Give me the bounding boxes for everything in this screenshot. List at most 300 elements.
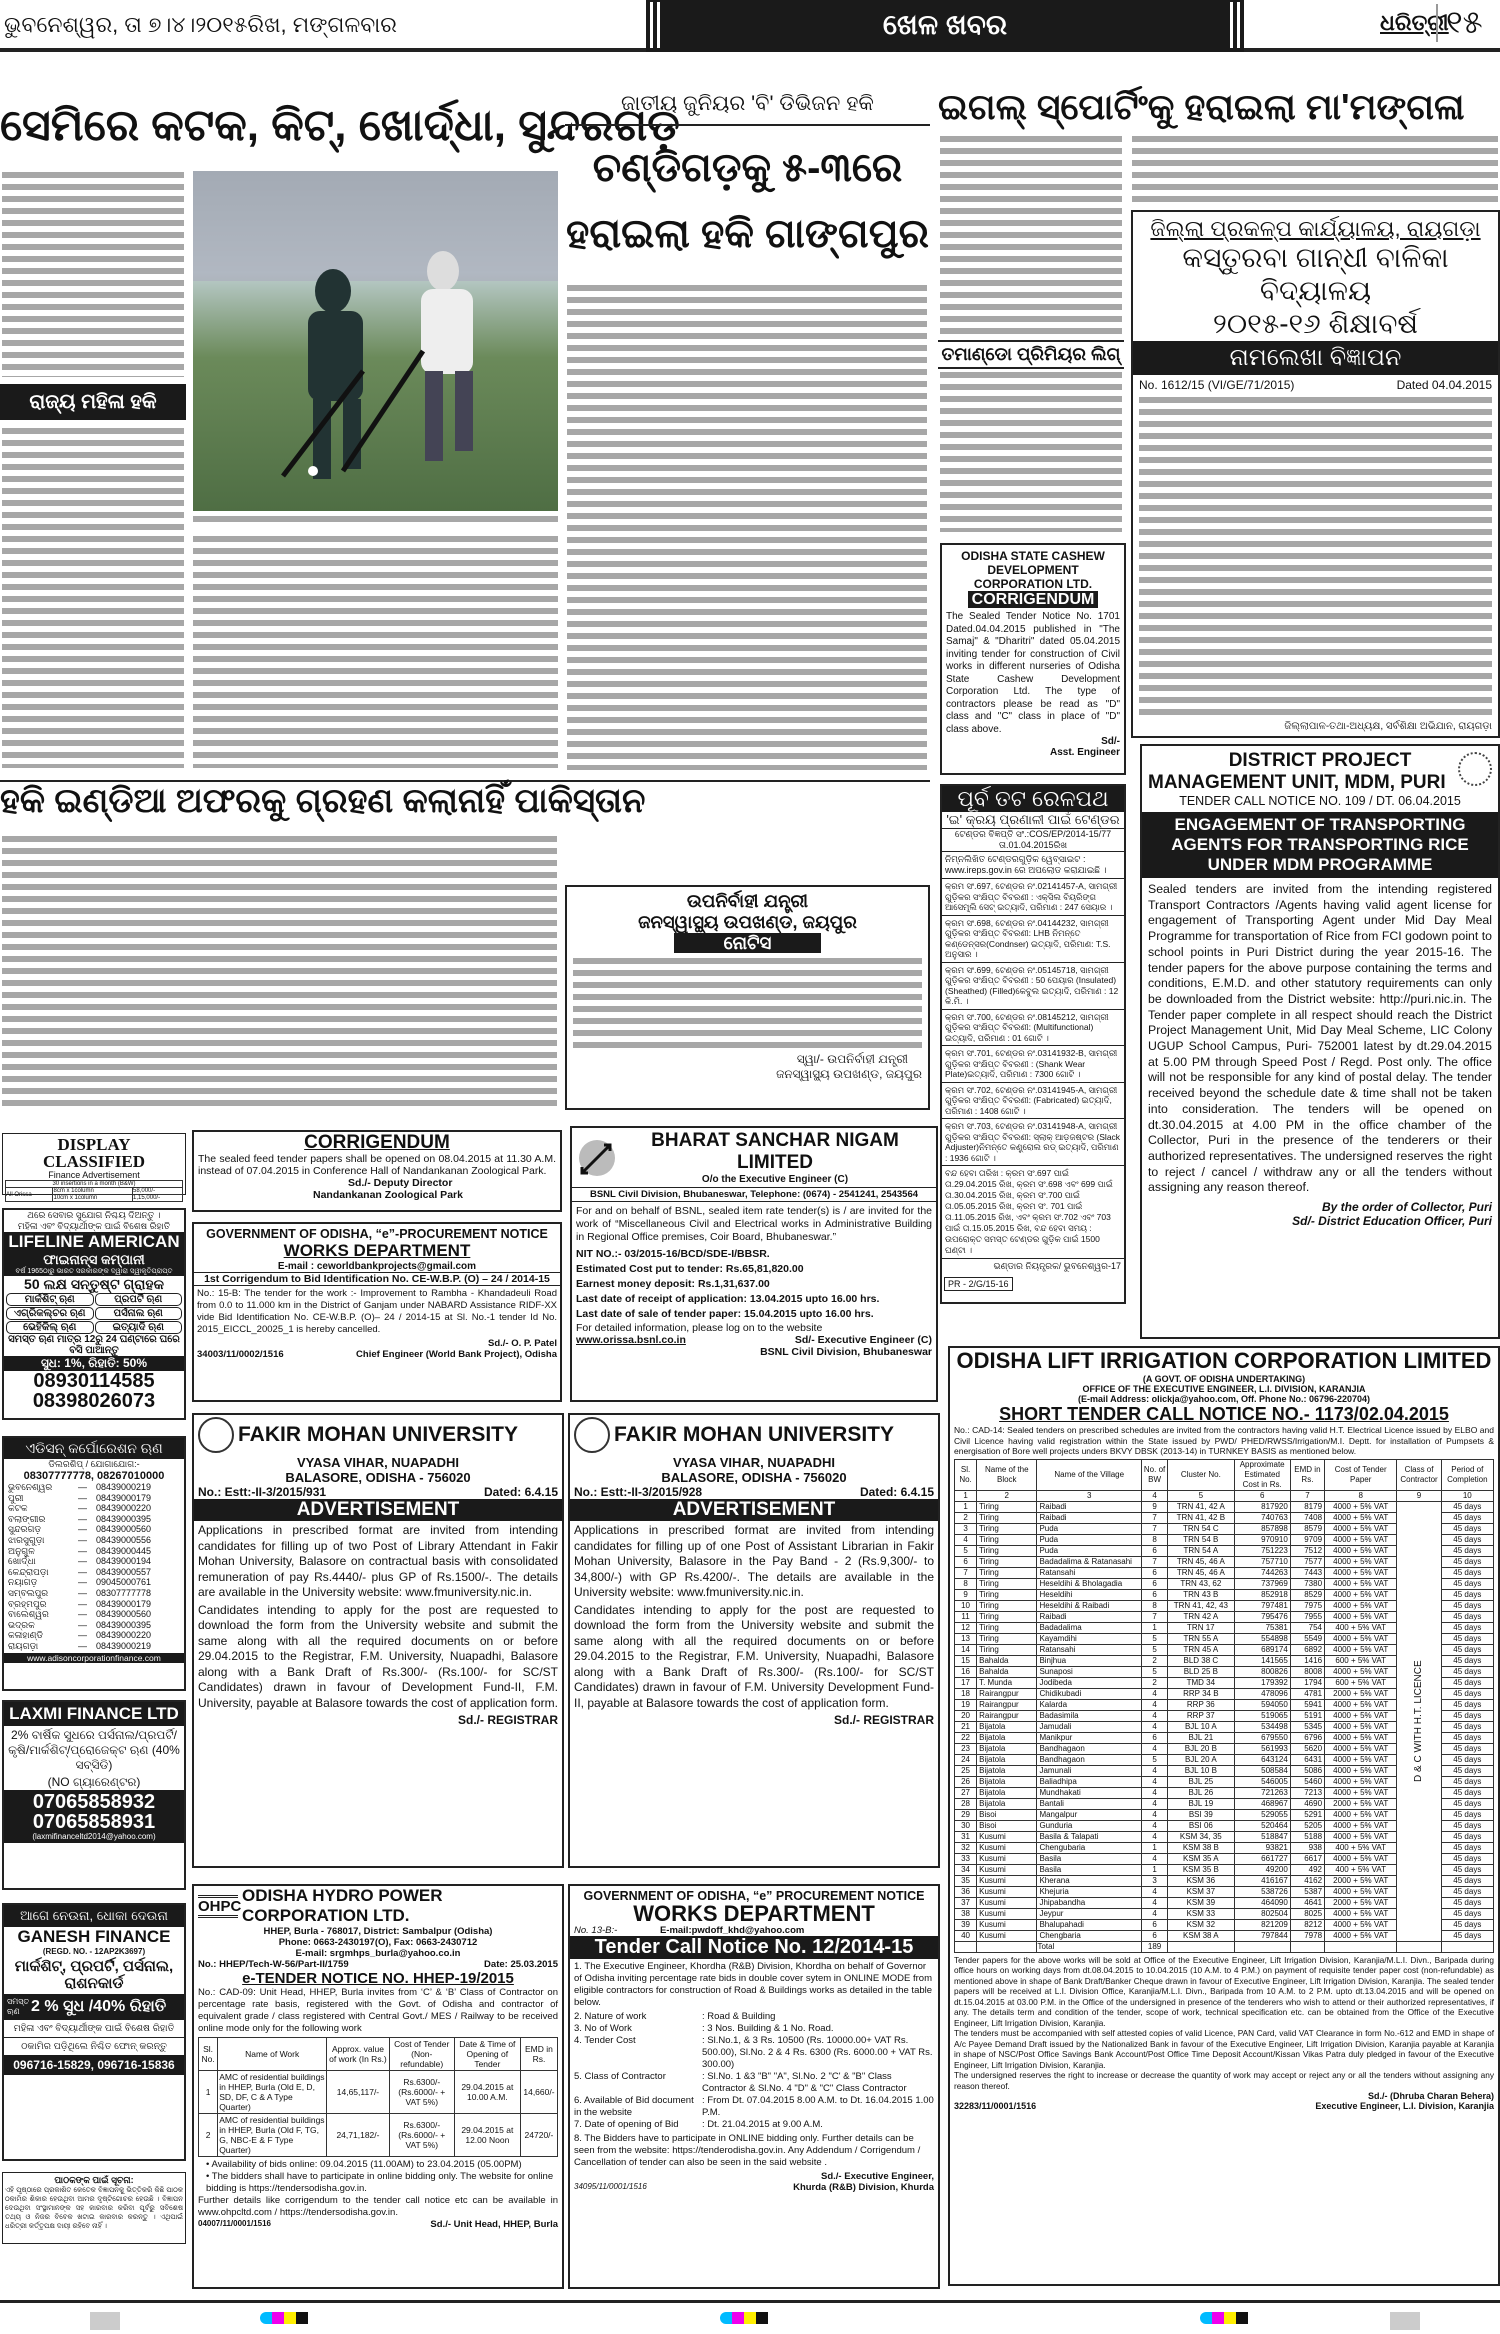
ad-subtitle: 'ଇ' କ୍ରୟ ପ୍ରଣାଳୀ ପାଇଁ ଟେଣ୍ଡର [942, 812, 1124, 829]
bsnl-logo-icon [576, 1137, 618, 1179]
table-cell: 30 [955, 1820, 977, 1831]
ad-phone: 08398026073 [32, 1390, 156, 1412]
table-cell: AMC of residential buildings in HHEP, Burla (Old E, D, SD, DF, C & A Type Quarter) [218, 2071, 327, 2114]
column-number: 1 [955, 1490, 977, 1501]
table-cell: 29 [955, 1809, 977, 1820]
ad-title: MANAGEMENT UNIT, MDM, PURI [1148, 772, 1446, 793]
table-cell: Tiring [977, 1523, 1037, 1534]
tender-item: କ୍ରମ ସଂ.697, ଟେଣ୍ଡର ନଂ.02141457-A, ସାମଗ୍ରୀ ଗୁଡ଼ିକର ସଂକ୍ଷିପ୍ତ ବିବରଣୀ : ଏକ୍ସିଲ ବିୟରିଙ୍ଗ ଆସେମ୍ବ୍ଲି ସେଟ୍ ଇତ୍ୟାଦି, ପରିମାଣ : 247 ସେୟାର । [942, 879, 1124, 916]
branch-city: କେନ୍ଦ୍ରାପଡ଼ା [8, 1566, 49, 1577]
table-cell: Bijatola [977, 1776, 1037, 1787]
ad-rate: 2 % ସୁଧ /40% ରିହାତି [31, 1998, 167, 2015]
table-cell: 6431 [1290, 1754, 1324, 1765]
branch-city: ସୁନ୍ଦରଗଡ଼ [8, 1524, 42, 1535]
region: All Orissa [6, 1188, 53, 1202]
branch-city: କଳାହାଣ୍ଡି [8, 1630, 44, 1641]
ad-name: GANESH FINANCE [17, 1927, 171, 1946]
table-row [955, 1501, 1494, 1512]
ad-sign: Sd/- [1101, 736, 1120, 747]
table-cell: 4000 + 5% VAT [1325, 1589, 1397, 1600]
table-cell: 4000 + 5% VAT [1325, 1600, 1397, 1611]
photo-caption [193, 516, 558, 524]
column-number: 5 [1168, 1490, 1234, 1501]
table-cell: Basila [1037, 1853, 1142, 1864]
table-row [199, 2114, 558, 2157]
branch-row [8, 1482, 180, 1493]
table-cell: 520464 [1234, 1820, 1290, 1831]
detail-label: 2. Nature of work [574, 2011, 647, 2022]
column-header: Name of Work [218, 2038, 327, 2071]
ad-title: SHORT TENDER CALL NOTICE NO.- 1173/02.04.2015 [999, 1404, 1449, 1424]
detail-row [574, 2119, 934, 2131]
table-cell: 13 [955, 1633, 977, 1644]
table-cell: Rairangpur [977, 1699, 1037, 1710]
column-header: Class of Contractor [1397, 1459, 1441, 1490]
table-cell: 15 [955, 1655, 977, 1666]
footer-rule [0, 2300, 1500, 2303]
table-cell: 6796 [1290, 1732, 1324, 1743]
ad-body: Applications in prescribed format are invited from intending candidates for filling up of two Post of Library Attendant in Fakir Mohan University, Balasore on contractual basis with consolidated remuneration of pay Rs.4440/- plus GP of Rs.1500/-. The details are available in the University website: www.fmuniversity.nic.in. [198, 1523, 558, 1599]
blank [1397, 1941, 1441, 1952]
table-cell: 3 [955, 1523, 977, 1534]
table-cell: Kusumi [977, 1930, 1037, 1941]
loan-type: ଇତ୍ୟାଦି ଋଣ [95, 1321, 183, 1334]
detail-value: : Sl.No.1, & 3 Rs. 10500 (Rs. 10000.00+ VAT Rs. 500.00), Sl.No. 2 & 4 Rs. 6300 (Rs. 6000.00 + VAT Rs. 300.00) [702, 2035, 933, 2070]
blank [1290, 1941, 1324, 1952]
table-cell: 4 [1142, 1710, 1168, 1721]
ad-body: Candidates intending to apply for the post are requested to download the form from the University website and submit the same along with all the required documents on or before 29.04.2015 to the Registrar, F.M. University, Nuapadhi, Balasore along with a Bank Draft of Rs.300/- (Rs.100/- for SC/ST Candidates) drawn in favour of F.M. University Development Fund-II, payable at Balasore towards the cost of application form. [574, 1602, 934, 1710]
table-cell: 31 [955, 1831, 977, 1842]
ad-subject: 1st Corrigendum to Bid Identification No. CE-W.B.P. (O) – 24 / 2014-15 [194, 1272, 560, 1286]
fmu-assistant-librarian-ad [568, 1413, 940, 1868]
period-cell: 45 days [1441, 1622, 1493, 1633]
page-number: ୧୫ [1436, 4, 1483, 42]
table-cell: 23 [955, 1743, 977, 1754]
table-cell: 4 [1142, 1787, 1168, 1798]
blank [1234, 1941, 1290, 1952]
ad-title: ପୂର୍ବ ତଟ ରେଳପଥ [942, 786, 1124, 812]
detail-value: : 3 Nos. Building & 1 No. Road. [702, 2023, 834, 2034]
table-cell: 36 [955, 1886, 977, 1897]
ad-customers: 50 ଲକ୍ଷ ସନ୍ତୁଷ୍ଟ ଗ୍ରାହକ [24, 1276, 164, 1292]
table-cell: 4000 + 5% VAT [1325, 1666, 1397, 1677]
table-cell: 1 [1142, 1622, 1168, 1633]
ad-address: VYASA VIHAR, NUAPADHI [296, 1455, 460, 1470]
table-cell: 4 [1142, 1886, 1168, 1897]
table-cell: 2000 + 5% VAT [1325, 1897, 1397, 1908]
table-cell: Kusumi [977, 1908, 1037, 1919]
ad-ref: No. 1612/15 (VI/GE/71/2015) [1139, 378, 1295, 392]
detail-row [574, 2095, 934, 2119]
table-cell: Bijatola [977, 1732, 1037, 1743]
table-cell: 14,65,117/- [327, 2071, 390, 2114]
table-cell: BSI 39 [1168, 1809, 1234, 1820]
table-cell: Bisoi [977, 1809, 1037, 1820]
ad-banner: Tender Call Notice No. 12/2014-15 [570, 1936, 938, 1959]
table-cell: 689174 [1234, 1644, 1290, 1655]
ad-phone: 07065858931 [32, 1811, 156, 1833]
right-story-text [940, 136, 1122, 336]
branch-city: ଝାରସୁଗୁଡ଼ା [8, 1534, 45, 1545]
classified-title: DISPLAY CLASSIFIED [42, 1135, 146, 1171]
classified-subtitle: Finance Advertisement [48, 1170, 140, 1180]
table-cell: RRP 36 [1168, 1699, 1234, 1710]
university-seal-icon [198, 1417, 234, 1453]
table-cell: 7975 [1290, 1600, 1324, 1611]
table-cell: TRN 45 A [1168, 1644, 1234, 1655]
period-cell: 45 days [1441, 1512, 1493, 1523]
ad-promise: ସମସ୍ତ ଋଣ ମାତ୍ର 12ରୁ 24 ଘଣ୍ଟାରେ ଘରେ ବସି ପାଆନ୍ତୁ [8, 1334, 180, 1356]
ad-phone: 08930114585 [33, 1370, 155, 1392]
table-cell: 75381 [1234, 1622, 1290, 1633]
table-cell: 4000 + 5% VAT [1325, 1633, 1397, 1644]
header-date: ଭୁବନେଶ୍ୱର, ତା ୭।୪।୨୦୧୫ରିଖ, ମଙ୍ଗଳବାର [4, 12, 397, 37]
table-cell: TRN 54 B [1168, 1534, 1234, 1545]
table-cell: KSM 35 B [1168, 1864, 1234, 1875]
table-cell: 24 [955, 1754, 977, 1765]
jaypur-notice-ad [565, 885, 930, 1110]
table-cell: 6 [1142, 1578, 1168, 1589]
tender-item: କ୍ରମ ସଂ.702, ଟେଣ୍ଡର ନଂ.03141945-A, ସାମଗ୍ରୀ ଗୁଡ଼ିକର ସଂକ୍ଷିପ୍ତ ବିବରଣୀ: (Fabricated) ଇତ୍ୟାଦି, ପରିମାଣ : 1408 ଗୋଟି । [942, 1083, 1124, 1120]
ad-body: Candidates intending to apply for the post are requested to download the form from the University website and submit the same along with all the required documents on or before 29.04.2015 to the Registrar, F.M. University, Nuapadhi, Balasore along with a Bank Draft of Rs.300/- (Rs.100/- for SC/ST Candidates) drawn in favour of Development Fund-II, F.M. University, payable at Balasore towards the cost of application form. [198, 1602, 558, 1710]
table-cell: 5 [1142, 1644, 1168, 1655]
detail-value: : Dt. 21.04.2015 at 9.00 A.M. [702, 2119, 823, 2130]
table-cell: 21 [955, 1721, 977, 1732]
university-seal-icon [574, 1417, 610, 1453]
registration-marks [0, 2312, 1500, 2332]
table-cell: Tiring [977, 1578, 1037, 1589]
table-cell: 518847 [1234, 1831, 1290, 1842]
table-cell: 600 + 5% VAT [1325, 1677, 1397, 1688]
ad-sign: By the order of Collector, Puri [1321, 1200, 1492, 1215]
period-cell: 45 days [1441, 1776, 1493, 1787]
table-cell: KSM 33 [1168, 1908, 1234, 1919]
branch-phone: 08439000560 [96, 1524, 152, 1535]
branch-row [8, 1641, 180, 1652]
branch-phone: 08439000179 [96, 1598, 152, 1609]
table-cell: Jamudali [1037, 1721, 1142, 1732]
ad-email: (laxmifinanceltd2014@yahoo.com) [32, 1832, 156, 1841]
table-cell: KSM 37 [1168, 1886, 1234, 1897]
table-cell: 4 [1142, 1820, 1168, 1831]
table-cell: Jamunali [1037, 1765, 1142, 1776]
period-cell: 45 days [1441, 1787, 1493, 1798]
ad-title: ଜନସ୍ୱାସ୍ଥ୍ୟ ଉପଖଣ୍ଡ, ଜୟପୁର [638, 912, 857, 932]
table-cell: 5 [1142, 1633, 1168, 1644]
table-cell: BJL 20 B [1168, 1743, 1234, 1754]
ad-office: ଜିଲ୍ଲା ପ୍ରକଳ୍ପ କାର୍ଯ୍ୟାଳୟ, ରାୟଗଡ଼ା [1150, 216, 1481, 241]
branch-phone: 08439000557 [96, 1566, 152, 1577]
table-cell: 857898 [1234, 1523, 1290, 1534]
ad-sub: (E-mail Address: olickja@yahoo.com, Off. Phone No.: 06796-220704) [1077, 1394, 1371, 1404]
table-cell: Kalarda [1037, 1699, 1142, 1710]
branch-city: ବଲାଙ୍ଗୀର [8, 1513, 46, 1524]
separator: — [78, 1524, 87, 1535]
table-cell: 7512 [1290, 1545, 1324, 1556]
branch-row [8, 1630, 180, 1641]
detail-value: : From Dt. 07.04.2015 8.00 A.M. to Dt. 16.04.2015 1.00 P.M. [702, 2095, 934, 2118]
ad-guarantee: (NO ଗ୍ୟାରେଣ୍ଟର) [47, 1775, 141, 1789]
ad-office: O/o the Executive Engineer (C) [701, 1174, 849, 1185]
table-cell: 400 + 5% VAT [1325, 1842, 1397, 1853]
separator: — [78, 1534, 87, 1545]
table-cell: Jeypur [1037, 1908, 1142, 1919]
ad-phone: Phone: 0663-2430197(O), Fax: 0663-2430712 [278, 1937, 478, 1948]
ad-regd: (REGD. NO. - 12AP2K3697) [42, 1947, 146, 1956]
table-cell: AMC of residential buildings in HHEP, Burla (Old F, TG, G, NBC-E & F Type Quarter) [218, 2114, 327, 2157]
table-cell: 34 [955, 1864, 977, 1875]
table-cell: 7 [955, 1567, 977, 1578]
column-header: Approx. value of work (In Rs.) [327, 2038, 390, 2071]
table-cell: TRN 54 A [1168, 1545, 1234, 1556]
table-cell: 679550 [1234, 1732, 1290, 1743]
column-number: 6 [1234, 1490, 1290, 1501]
detail-value: : Road & Building [702, 2011, 776, 2022]
separator: — [78, 1609, 87, 1620]
table-cell: 25 [955, 1765, 977, 1776]
table-cell: TRN 41, 42, 43 [1168, 1600, 1234, 1611]
bsnl-tender-ad [570, 1126, 938, 1402]
rate-size: 10cm x 1column [53, 1195, 133, 1202]
table-cell: 4000 + 5% VAT [1325, 1710, 1397, 1721]
table-cell: 7 [1142, 1611, 1168, 1622]
table-cell: 4000 + 5% VAT [1325, 1611, 1397, 1622]
page-header [0, 0, 1500, 52]
table-cell: 5291 [1290, 1809, 1324, 1820]
branch-city: ଖୋର୍ଦ୍ଧା [8, 1556, 36, 1567]
tender-fact: Last date of receipt of application: 13.04.2015 upto 16.00 hrs. [576, 1293, 880, 1305]
table-cell: Bhalupahadi [1037, 1919, 1142, 1930]
ad-phone: 07065858932 [32, 1791, 156, 1813]
table-cell: 33 [955, 1853, 977, 1864]
notice-title: ପାଠକଙ୍କ ପାଇଁ ସୂଚନା: [54, 2175, 134, 2185]
table-cell: 4000 + 5% VAT [1325, 1787, 1397, 1798]
table-cell: 3 [1142, 1875, 1168, 1886]
table-cell: BJL 21 [1168, 1732, 1234, 1743]
ad-sign: Sd./- O. P. Patel [488, 1338, 557, 1349]
table-cell: KSM 35 A [1168, 1853, 1234, 1864]
branch-row [8, 1567, 180, 1578]
ad-website[interactable]: www.adisoncorporationfinance.com [4, 1653, 184, 1663]
ad-sign: Sd./- REGISTRAR [457, 1713, 558, 1727]
table-header-row [955, 1459, 1494, 1490]
branch-row [8, 1535, 180, 1546]
table-cell: KSM 36 [1168, 1875, 1234, 1886]
table-cell: Bantali [1037, 1798, 1142, 1809]
separator: — [78, 1640, 87, 1651]
branch-city: କଟକ [8, 1503, 28, 1514]
table-cell: 600 + 5% VAT [1325, 1655, 1397, 1666]
period-cell: 45 days [1441, 1567, 1493, 1578]
table-cell: Chengubaria [1037, 1842, 1142, 1853]
table-cell: Basila [1037, 1864, 1142, 1875]
ad-notice-no: TENDER CALL NOTICE NO. 109 / DT. 06.04.2015 [1179, 794, 1461, 808]
insertions-label: 30 insertions in a month (B&W) [6, 1181, 183, 1188]
period-cell: 45 days [1441, 1677, 1493, 1688]
ad-title: CORRIGENDUM [968, 591, 1099, 608]
ad-address: VYASA VIHAR, NUAPADHI [672, 1455, 836, 1470]
ad-name: ODISHA LIFT IRRIGATION CORPORATION LIMITED [956, 1348, 1492, 1373]
table-cell: 7408 [1290, 1512, 1324, 1523]
table-cell: 20 [955, 1710, 977, 1721]
hockey-photo [193, 171, 558, 511]
table-cell: Kherana [1037, 1875, 1142, 1886]
table-cell: Kayamdihi [1037, 1633, 1142, 1644]
table-cell: 27 [955, 1787, 977, 1798]
table-cell: KSM 38 A [1168, 1930, 1234, 1941]
table-cell: Ratansahi [1037, 1567, 1142, 1578]
table-cell: Tiring [977, 1501, 1037, 1512]
table-cell: 4000 + 5% VAT [1325, 1809, 1397, 1820]
table-cell: 4000 + 5% VAT [1325, 1919, 1397, 1930]
table-cell: 4 [955, 1534, 977, 1545]
branch-phone: 08307777778 [96, 1587, 152, 1598]
ad-sign: Sd./- (Dhruba Charan Behera) [1367, 2091, 1494, 2101]
table-cell: 24720/- [520, 2114, 557, 2157]
column-header: Cost of Tender (Non-refundable) [389, 2038, 454, 2071]
table-cell: 492 [1290, 1864, 1324, 1875]
table-cell: 754 [1290, 1622, 1324, 1633]
table-cell: 795476 [1234, 1611, 1290, 1622]
table-cell: 4 [1142, 1688, 1168, 1699]
table-cell: 821209 [1234, 1919, 1290, 1930]
period-cell: 45 days [1441, 1919, 1493, 1930]
table-cell: BJL 20 A [1168, 1754, 1234, 1765]
table-cell: 19 [955, 1699, 977, 1710]
table-cell: TRN 41, 42 A [1168, 1501, 1234, 1512]
table-cell: 4000 + 5% VAT [1325, 1831, 1397, 1842]
column-header: Name of the Block [977, 1459, 1037, 1490]
table-cell: 1794 [1290, 1677, 1324, 1688]
ad-title: GOVERNMENT OF ODISHA, “e”-PROCUREMENT NOTICE [206, 1227, 548, 1241]
period-cell: 45 days [1441, 1655, 1493, 1666]
ad-title: WORKS DEPARTMENT [633, 1901, 875, 1926]
period-cell: 45 days [1441, 1897, 1493, 1908]
ad-date: Dated: 6.4.15 [483, 1485, 558, 1499]
table-cell: 141565 [1234, 1655, 1290, 1666]
table-cell: 12 [955, 1622, 977, 1633]
hockey-players-image [193, 171, 558, 511]
detail-label: 6. Available of Bid document in the website [574, 2095, 694, 2118]
rate-size: 8cm x 1column [53, 1188, 133, 1195]
adison-corporation-ad [2, 1436, 186, 1691]
table-cell: 8 [955, 1578, 977, 1589]
ad-contact: 08307777778, 08267010000 [23, 1470, 165, 1482]
separator: — [78, 1598, 87, 1609]
table-cell: Bahalda [977, 1666, 1037, 1677]
ad-line: ମହିଳା ଏବଂ ବିଦ୍ୟାର୍ଥୀଙ୍କ ପାଇଁ ବିଶେଷ ରିହାତି [17, 1221, 171, 1231]
detail-label: 7. Date of opening of Bid [574, 2119, 679, 2130]
table-cell: 4000 + 5% VAT [1325, 1776, 1397, 1787]
table-cell: Badasimila [1037, 1710, 1142, 1721]
ad-top: ଆଗେ ନେଉନା, ଧୋକା ଦେଉନା [4, 1905, 184, 1927]
table-cell: BSI 06 [1168, 1820, 1234, 1831]
table-cell: 4 [1142, 1765, 1168, 1776]
table-cell: 8 [1142, 1600, 1168, 1611]
branch-city: ନୟାଗଡ଼ [8, 1577, 38, 1588]
ad-date: Dated: 6.4.15 [859, 1485, 934, 1499]
table-cell: Badadalima & Ratanasahi [1037, 1556, 1142, 1567]
table-cell: Khejuria [1037, 1886, 1142, 1897]
period-cell: 45 days [1441, 1908, 1493, 1919]
detail-label: 5. Class of Contractor [574, 2071, 666, 2082]
table-cell: RRP 37 [1168, 1710, 1234, 1721]
separator: — [78, 1619, 87, 1630]
ad-body: No.: CAD-09: Unit Head, HHEP, Burla invites from ‘C’ & ‘B’ Class of Contractor on percentage rate basis, registered with the Govt. of Odisha and contractor of equivalent grade / class registered with Central Govt./ MES / Railway to be received online mode only for the following work [198, 1987, 558, 2034]
table-cell: 5460 [1290, 1776, 1324, 1787]
branch-city: ଅନୁଗୁଳ [8, 1545, 35, 1556]
ad-code: PR - 2/G/15-16 [944, 1277, 1013, 1291]
period-cell: 45 days [1441, 1743, 1493, 1754]
mdm-logo-icon [1458, 752, 1492, 786]
table-cell: Tiring [977, 1589, 1037, 1600]
ad-name: ODISHA HYDRO POWER CORPORATION LTD. [242, 1886, 443, 1925]
ad-code: 34003/11/0002/1516 [197, 1349, 284, 1360]
detail-row [574, 2023, 934, 2035]
table-cell: 561993 [1234, 1743, 1290, 1754]
ad-intro: No.: CAD-14: Sealed tenders on prescribed schedules are invited from the contractors having valid H.T. Electrical Licence issued by ELBO and Civil Licence having valid registration within the State issued by PWD/ PHED/RWSS/Irrigation/M.I. Deptt. for installation of Pumpsets & energisation of Bore well projects unders BKVY DBSK (2013-14) in TURNKEY BASIS as mentioned below. [954, 1425, 1494, 1456]
table-cell: Raibadi [1037, 1501, 1142, 1512]
table-cell: Bahalda [977, 1655, 1037, 1666]
table-cell: Bijatola [977, 1743, 1037, 1754]
column-header: Cost of Tender Paper [1325, 1459, 1397, 1490]
table-cell: 2 [1142, 1677, 1168, 1688]
table-cell: 4 [1142, 1743, 1168, 1754]
masthead-logo: ଧରିତ୍ରୀ [1380, 10, 1449, 35]
table-cell: 721263 [1234, 1787, 1290, 1798]
table-cell: 2000 + 5% VAT [1325, 1875, 1397, 1886]
ad-banner: ନାମଲେଖା ବିଜ୍ଞାପନ [1133, 341, 1498, 375]
ad-sign-title: Executive Engineer, L.I. Division, Karanjia [1315, 2101, 1494, 2111]
table-cell: 4 [1142, 1908, 1168, 1919]
middle-story-text [567, 285, 927, 770]
table-cell: 6 [1142, 1930, 1168, 1941]
table-cell: BJL 25 [1168, 1776, 1234, 1787]
branch-phone: 08439000220 [96, 1503, 152, 1514]
ad-signature: ଜିଲ୍ଲାପାଳ-ତଥା-ଅଧ୍ୟକ୍ଷ, ସର୍ବଶିକ୍ଷା ଅଭିଯାନ, ରାୟଗଡ଼ା [1284, 721, 1492, 732]
ad-name: LIFELINE AMERICAN [4, 1232, 184, 1252]
table-cell: 661727 [1234, 1853, 1290, 1864]
separator: — [78, 1545, 87, 1556]
tender-fact: NIT NO.:- 03/2015-16/BCD/SDE-I/BBSR. [576, 1248, 770, 1260]
column-number: 2 [977, 1490, 1037, 1501]
ad-rate-label: ସମସ୍ତ ଋଣ [7, 1997, 30, 2016]
table-cell: 5 [955, 1545, 977, 1556]
table-cell: 29.04.2015 at 10.00 A.M. [454, 2071, 520, 2114]
table-cell: 179392 [1234, 1677, 1290, 1688]
branch-phone: 08439000219 [96, 1640, 152, 1651]
table-cell: Ratansahi [1037, 1644, 1142, 1655]
ad-body: The Sealed Tender Notice No. 1701 Dated.04.04.2015 published in "The Samaj" & "Dharitri" dated 05.04.2015 inviting tender for construction of Civil works in different nurseries of Odisha State Cashew Development Corporation Ltd. The type of contractors please be read as "D" class and "C" class in place of "D" class above. [946, 611, 1120, 735]
table-cell: 802504 [1234, 1908, 1290, 1919]
ad-contact-label: ଡିଲରଶିପ୍ / ଯୋଗାଯୋଗ:- [48, 1459, 140, 1469]
table-cell: 6 [1142, 1919, 1168, 1930]
table-cell: 6617 [1290, 1853, 1324, 1864]
ad-line: ଥରେ ସେବାର ସୁଯୋଗ ନିଶ୍ଚୟ ଦିଅନ୍ତୁ । [27, 1210, 161, 1220]
detail-label: 3. No of Work [574, 2023, 632, 2034]
ad-website-link[interactable]: www.orissa.bsnl.co.in [576, 1334, 686, 1346]
ad-intro: 1. The Executive Engineer, Khordha (R&B) Division, Khordha on behalf of Governor of Odisha inviting percentage rate bids in double cover sytem in ONLINE MODE from eligible contractors for construction of Road & Buildings works as detailed in the table below. [574, 1961, 933, 2008]
ad-body: No.: 15-B: The tender for the work :- Improvement to Rambha - Khandadeuli Road from 0.0 to 11.000 km in the District of Ganjam under NABARD Assistance RIDF-XX vide Bid Identification No. CE-W.B.P. (O)– 24 / 2014-15 at Sl. No.-1 tender Id No. 2015_EICCL_20025_1 is hereby cancelled. [197, 1288, 557, 1335]
table-cell: 529055 [1234, 1809, 1290, 1820]
ad-banner: ADVERTISEMENT [570, 1499, 938, 1521]
table-cell: Tiring [977, 1567, 1037, 1578]
table-cell: 8529 [1290, 1589, 1324, 1600]
loan-type: ଭେହିକିଲ୍ ଋଣ [6, 1321, 94, 1334]
table-cell: 7380 [1290, 1578, 1324, 1589]
table-cell: 970910 [1234, 1534, 1290, 1545]
table-cell: Bijatola [977, 1798, 1037, 1809]
